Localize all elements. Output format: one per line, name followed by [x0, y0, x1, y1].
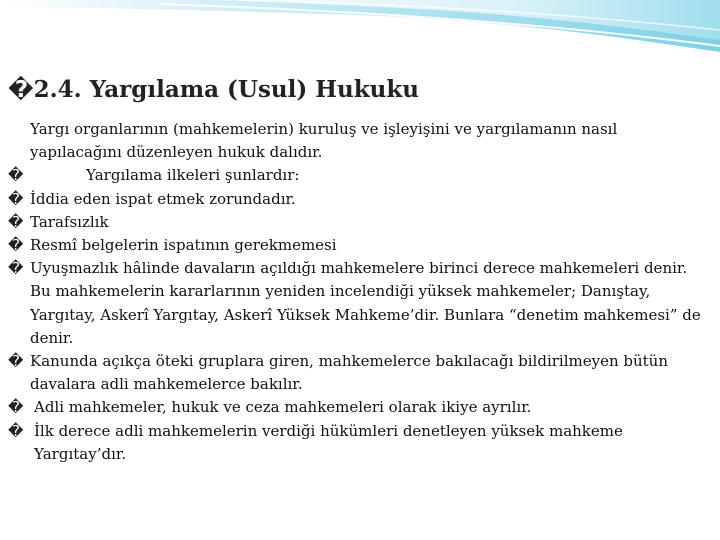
decorative-wave-header [0, 0, 720, 70]
slide-body [8, 118, 708, 466]
bullet-icon: � [8, 166, 24, 185]
slide-title [8, 76, 419, 103]
list-item-text: Yargılama ilkeleri şunlardır: [86, 166, 300, 185]
list-item [8, 396, 708, 419]
bullet-icon: � [8, 236, 24, 255]
slide-title-text: 2.4. Yargılama (Usul) Hukuku [33, 76, 420, 103]
bullet-icon: � [8, 259, 24, 278]
list-item [8, 211, 708, 234]
list-item-text: Adli mahkemeler, hukuk ve ceza mahkemeleri olarak ikiye ayrılır. [34, 398, 532, 417]
list-item-text: İddia eden ispat etmek zorundadır. [30, 189, 296, 208]
intro-paragraph: Yargı organlarının (mahkemelerin) kuruluş ve işleyişini ve yargılamanın nasıl yapılacağını düzenleyen hukuk dalıdır. [30, 120, 618, 162]
list-item-text: Uyuşmazlık hâlinde davaların açıldığı mahkemelere birinci derece mahkemeleri denir. Bu mahkemelerin kararlarının yeniden incelendiği yüksek mahkemeler; Danıştay, Yargıtay, Askerî Yargıtay, Askerî Yüksek Mahkeme’dir. Bunlara “denetim mahkemesi” de denir. [30, 259, 701, 347]
bullet-icon: � [8, 189, 24, 208]
list-item-text: İlk derece adli mahkemelerin verdiği hükümleri denetleyen yüksek mahkeme Yargıtay’dır. [34, 421, 623, 463]
list-item [8, 234, 708, 257]
bullet-icon: � [8, 212, 24, 231]
list-item-text: Kanunda açıkça öteki gruplara giren, mahkemelerce bakılacağı bildirilmeyen bütün davalara adli mahkemelerce bakılır. [30, 352, 668, 394]
list-item [8, 350, 708, 396]
list-item [8, 188, 708, 211]
bullet-icon: � [8, 421, 24, 440]
bullet-icon: � [8, 398, 24, 417]
title-bullet-icon: � [8, 77, 34, 103]
list-item-text: Tarafsızlık [30, 212, 109, 231]
list-item-text: Resmî belgelerin ispatının gerekmemesi [30, 236, 337, 255]
list-item [8, 420, 708, 466]
bullet-icon: � [8, 352, 24, 371]
list-item [8, 164, 708, 187]
list-item [8, 257, 708, 350]
